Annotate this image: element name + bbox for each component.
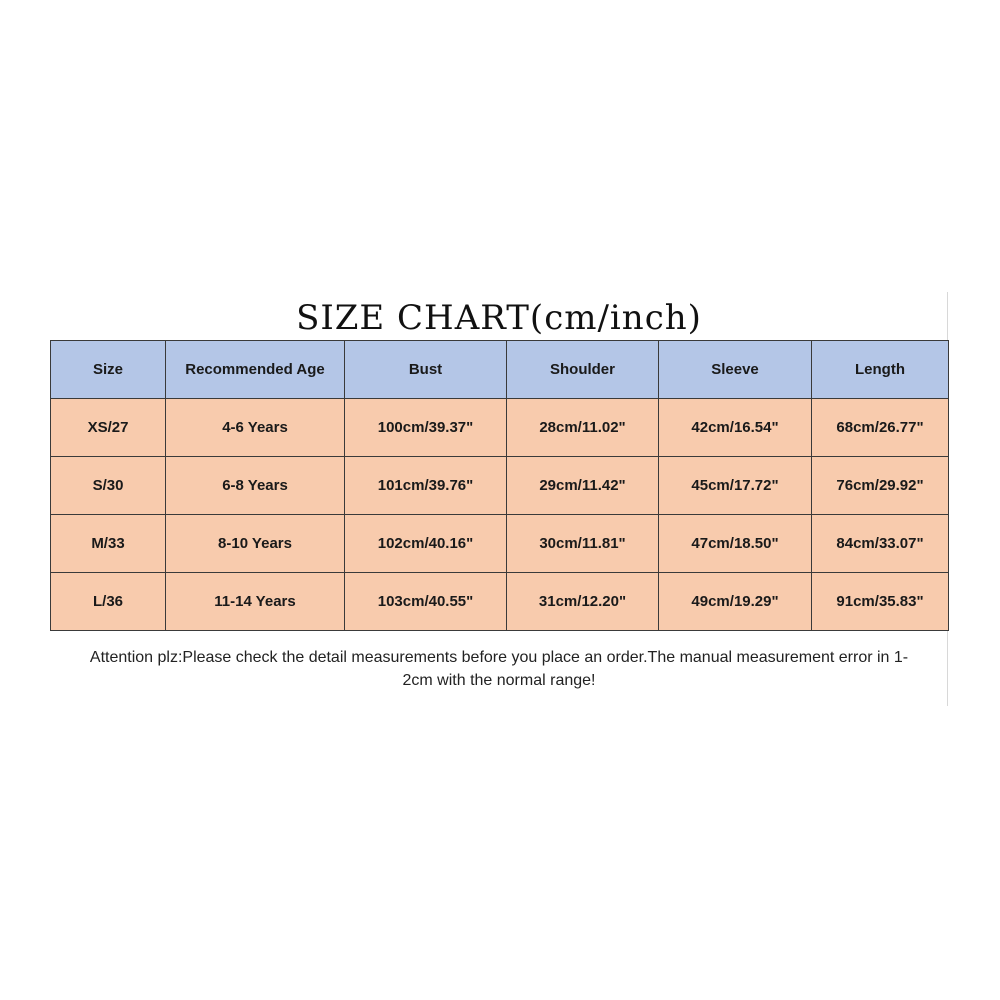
header-cell: Sleeve xyxy=(659,341,812,399)
table-cell: 28cm/11.02" xyxy=(507,399,659,457)
header-row xyxy=(51,341,949,399)
header-cell: Bust xyxy=(345,341,507,399)
table-cell: 47cm/18.50" xyxy=(659,515,812,573)
table-cell: 49cm/19.29" xyxy=(659,573,812,631)
table-cell: 30cm/11.81" xyxy=(507,515,659,573)
table-row xyxy=(51,457,949,515)
table-cell: 103cm/40.55" xyxy=(345,573,507,631)
note-line: 2cm with the normal range! xyxy=(402,672,596,689)
table-row xyxy=(51,399,949,457)
table-cell: 102cm/40.16" xyxy=(345,515,507,573)
table-cell: 101cm/39.76" xyxy=(345,457,507,515)
table-cell: 68cm/26.77" xyxy=(812,399,949,457)
table-cell: 11-14 Years xyxy=(166,573,345,631)
table-cell: 100cm/39.37" xyxy=(345,399,507,457)
header-cell: Length xyxy=(812,341,949,399)
header-cell: Shoulder xyxy=(507,341,659,399)
header-cell: Size xyxy=(51,341,166,399)
table-cell: 6-8 Years xyxy=(166,457,345,515)
table-cell: 42cm/16.54" xyxy=(659,399,812,457)
header-cell: Recommended Age xyxy=(166,341,345,399)
table-row xyxy=(51,573,949,631)
table-cell: L/36 xyxy=(51,573,166,631)
note-line: Attention plz:Please check the detail measurements before you place an order.The manual measurement error in 1- xyxy=(89,649,909,666)
table-cell: 76cm/29.92" xyxy=(812,457,949,515)
chart-title: SIZE CHART(cm/inch) xyxy=(296,298,702,338)
table-cell: S/30 xyxy=(51,457,166,515)
table-cell: 8-10 Years xyxy=(166,515,345,573)
size-table xyxy=(50,340,949,631)
table-cell: M/33 xyxy=(51,515,166,573)
table-cell: 84cm/33.07" xyxy=(812,515,949,573)
table-cell: 29cm/11.42" xyxy=(507,457,659,515)
table-cell: 91cm/35.83" xyxy=(812,573,949,631)
table-cell: 45cm/17.72" xyxy=(659,457,812,515)
attention-note xyxy=(50,646,948,692)
table-cell: XS/27 xyxy=(51,399,166,457)
table-cell: 31cm/12.20" xyxy=(507,573,659,631)
table-cell: 4-6 Years xyxy=(166,399,345,457)
table-row xyxy=(51,515,949,573)
